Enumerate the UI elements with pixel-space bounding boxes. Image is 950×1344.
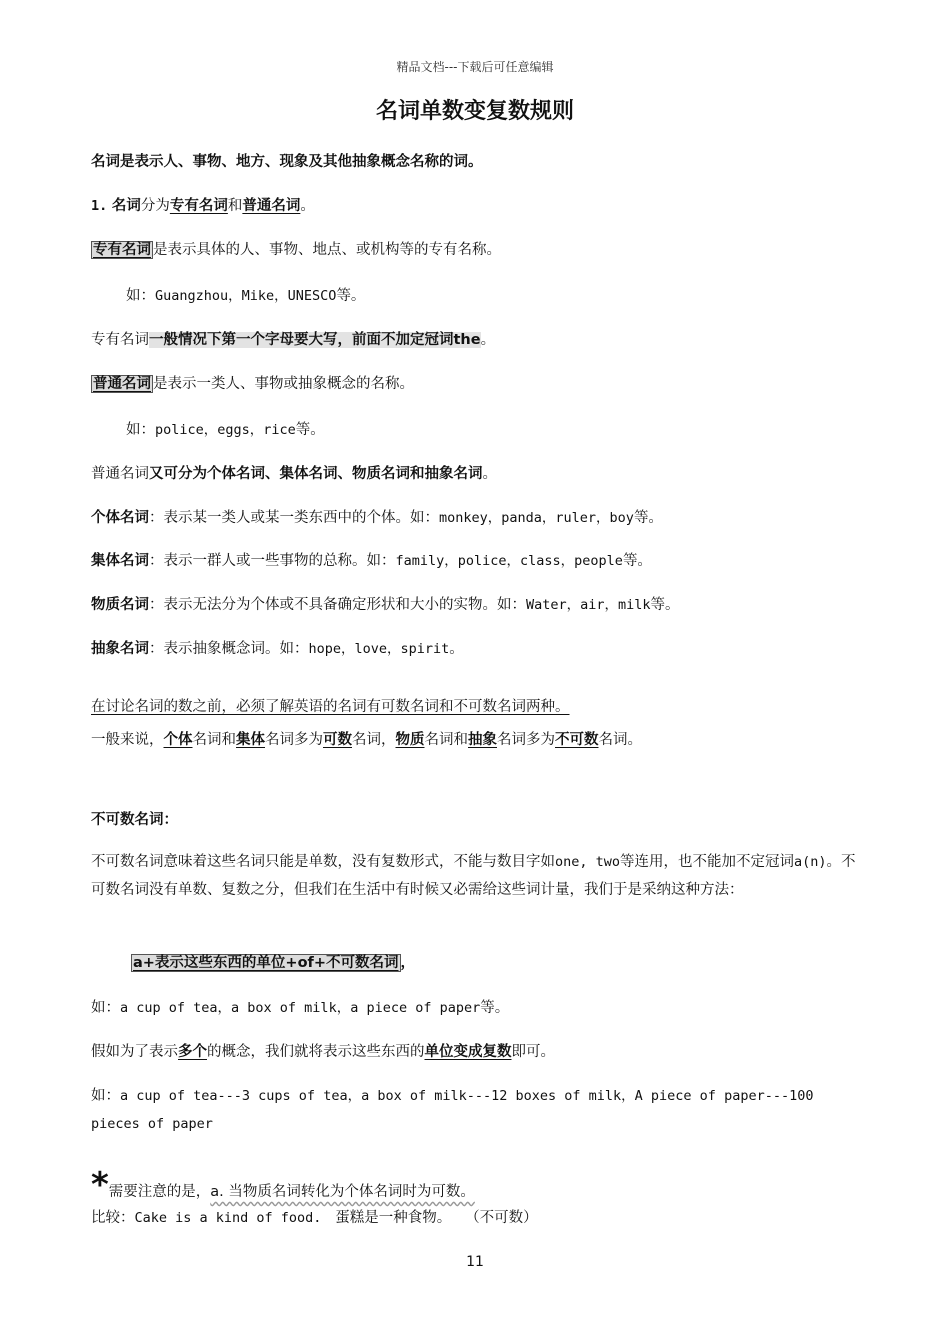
page-number: 11 <box>466 1254 484 1270</box>
page-header: 精品文档---下载后可任意编辑 <box>396 60 554 74</box>
formula: a+表示这些东西的单位+of+不可数名词 ， <box>133 955 416 971</box>
section-1: 1. 名词分为专有名词和普通名词。 <box>91 198 315 214</box>
proper-noun-rule: 专有名词一般情况下第一个字母要大写，前面不加定冠词the。 <box>91 332 496 348</box>
uncountable-heading: 不可数名词： <box>91 812 178 828</box>
asterisk-icon: * <box>91 1165 109 1205</box>
proper-noun-definition: 专有名词 是表示具体的人、事物、地点、或机构等的专有名称。 <box>93 242 501 258</box>
common-noun-definition: 普通名词 是表示一类人、事物或抽象概念的名称。 <box>93 376 414 392</box>
example-1: 如：a cup of tea，a box of milk，a piece of paper等。 <box>91 1000 510 1016</box>
collective-noun: 集体名词：表示一群人或一些事物的总称。如：family，police，class，people等。 <box>91 553 652 569</box>
formula-box: a+表示这些东西的单位+of+不可数名词 <box>133 955 399 971</box>
note-line: *需要注意的是，a. 当物质名词转化为个体名词时为可数。 <box>91 1165 475 1205</box>
common-noun-example: 如：police，eggs，rice等。 <box>126 422 325 438</box>
individual-noun: 个体名词：表示某一类人或某一类东西中的个体。如：monkey，panda，ruler，boy等。 <box>91 510 663 526</box>
plural-note: 假如为了表示多个的概念，我们就将表示这些东西的单位变成复数即可。 <box>91 1044 555 1060</box>
uncountable-paragraph: 不可数名词意味着这些名词只能是单数，没有复数形式，不能与数目字如one, two等连用，也不能加不定冠词a(n)。不可数名词没有单数、复数之分，但我们在生活中有时候又必需给这些词计量，我们于是采纳这种方法： <box>91 854 856 898</box>
abstract-noun: 抽象名词：表示抽象概念词。如：hope，love，spirit。 <box>91 641 464 657</box>
intro-line: 名词是表示人、事物、地方、现象及其他抽象概念名称的词。 <box>91 154 483 170</box>
material-noun: 物质名词：表示无法分为个体或不具备确定形状和大小的实物。如：Water，air，milk等。 <box>91 597 680 613</box>
compare-line: 比较：Cake is a kind of food. 蛋糕是一种食物。 （不可数） <box>91 1210 538 1226</box>
common-noun-split: 普通名词又可分为个体名词、集体名词、物质名词和抽象名词。 <box>91 466 497 482</box>
common-noun-term: 普通名词 <box>93 376 151 392</box>
general-rule: 一般来说，个体名词和集体名词多为可数名词，物质名词和抽象名词多为不可数名词。 <box>91 732 642 748</box>
countable-intro: 在讨论名词的数之前，必须了解英语的名词有可数名词和不可数名词两种。 <box>91 699 570 715</box>
proper-noun-term: 专有名词 <box>93 242 151 258</box>
example-2: 如：a cup of tea---3 cups of tea，a box of milk---12 boxes of milk，A piece of paper---100 pieces of paper <box>91 1088 814 1132</box>
page-title: 名词单数变复数规则 <box>375 99 574 124</box>
proper-noun-example: 如：Guangzhou，Mike，UNESCO等。 <box>126 288 366 304</box>
